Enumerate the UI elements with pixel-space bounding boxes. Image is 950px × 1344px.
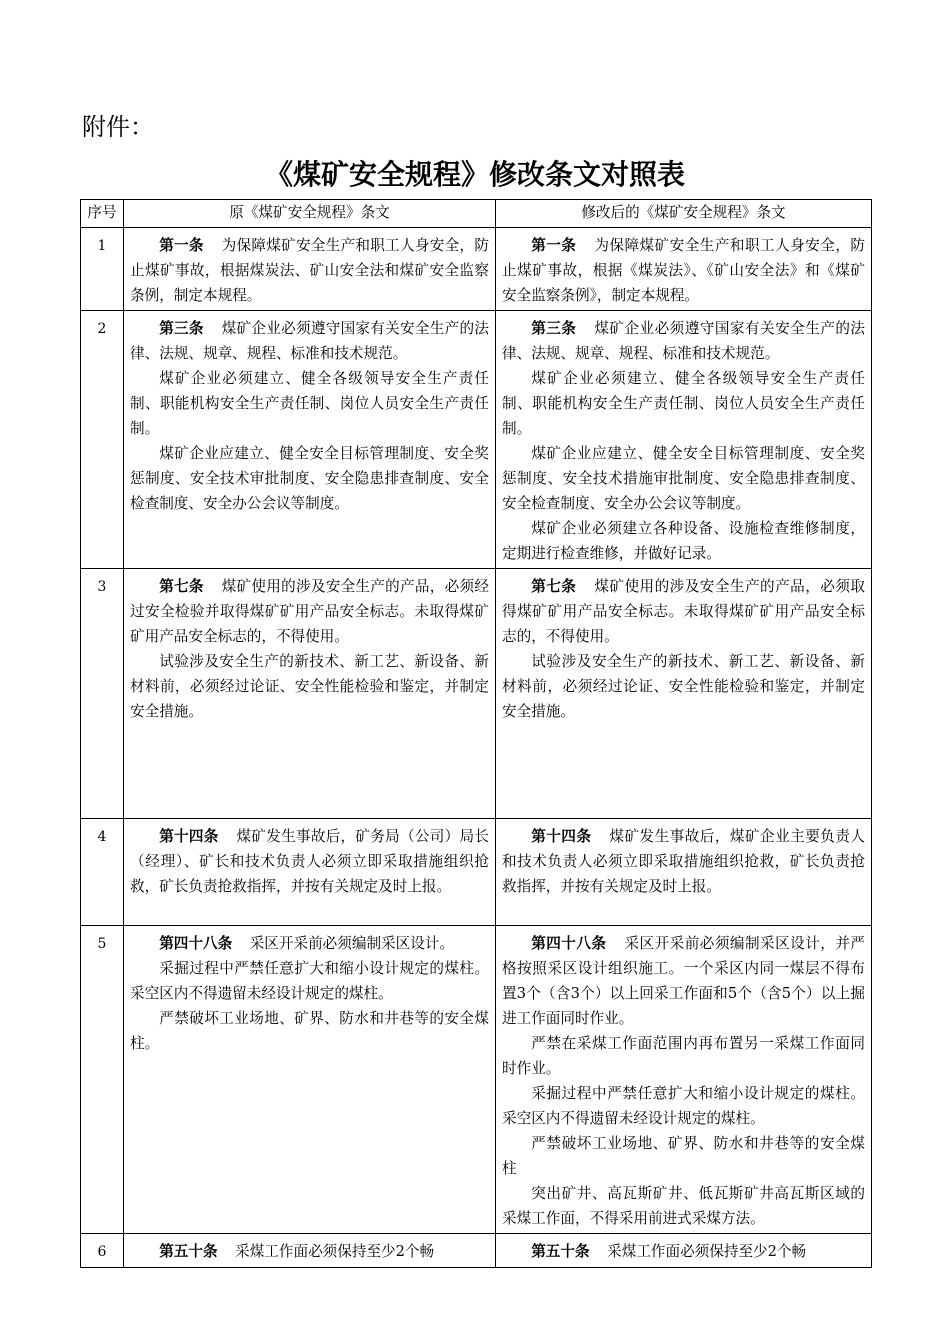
article-number: 第十四条 [531,828,592,845]
clause-text: 煤矿发生事故后，矿务局（公司）局长（经理）、矿长和技术负责人必须立即采取措施组织抢救，矿长负责抢救指挥，并按有关规定及时上报。 [130,828,489,895]
article-number: 第七条 [159,578,204,595]
clause-text: 严禁破坏工业场地、矿界、防水和井巷等的安全煤柱。 [130,1010,489,1052]
table-row [81,228,872,311]
article-number: 第五十条 [159,1243,218,1260]
clause-text: 严禁破坏工业场地、矿界、防水和井巷等的安全煤柱 [502,1135,865,1177]
old-clause-cell [124,311,496,569]
table-row [81,569,872,819]
clause-paragraph [502,1181,865,1231]
clause-paragraph [502,441,865,516]
row-number: 6 [81,1234,124,1268]
table-header-row [81,200,872,228]
clause-paragraph [130,956,489,1006]
new-clause-cell [496,926,872,1234]
clause-paragraph [502,366,865,441]
clause-text: 采煤工作面必须保持至少2个畅 [607,1243,807,1260]
clause-paragraph [130,233,489,308]
article-number: 第十四条 [159,828,219,845]
clause-text: 煤矿使用的涉及安全生产的产品，必须经过安全检验并取得煤矿矿用产品安全标志。未取得煤矿矿用产品安全标志的，不得使用。 [130,578,489,645]
header-new: 修改后的《煤矿安全规程》条文 [496,200,872,228]
clause-text: 煤矿企业应建立、健全安全目标管理制度、安全奖惩制度、安全技术措施审批制度、安全隐患排查制度、安全检查制度、安全办公会议等制度。 [502,445,865,512]
clause-paragraph [130,931,489,956]
clause-paragraph [502,1239,865,1264]
clause-paragraph [502,824,865,899]
new-clause-cell [496,819,872,926]
clause-text: 煤矿企业必须遵守国家有关安全生产的法律、法规、规章、规程、标准和技术规范。 [502,320,865,362]
clause-text: 试验涉及安全生产的新技术、新工艺、新设备、新材料前，必须经过论证、安全性能检验和鉴定，并制定安全措施。 [502,653,865,720]
new-clause-cell [496,1234,872,1268]
clause-text: 煤矿企业必须建立各种设备、设施检查维修制度，定期进行检查维修，并做好记录。 [502,520,865,562]
clause-paragraph [130,1006,489,1056]
old-clause-cell [124,228,496,311]
clause-paragraph [130,824,489,899]
table-row [81,311,872,569]
clause-text: 试验涉及安全生产的新技术、新工艺、新设备、新材料前，必须经过论证、安全性能检验和鉴定，并制定安全措施。 [130,653,489,720]
clause-paragraph [130,441,489,516]
article-number: 第三条 [531,320,577,337]
clause-text: 采掘过程中严禁任意扩大和缩小设计规定的煤柱。采空区内不得遗留未经设计规定的煤柱。 [502,1085,865,1127]
clause-paragraph [130,1239,489,1264]
clause-paragraph [130,366,489,441]
clause-paragraph [502,931,865,1031]
clause-paragraph [502,1031,865,1081]
comparison-table [80,199,872,1268]
clause-text: 为保障煤矿安全生产和职工人身安全，防止煤矿事故，根据煤炭法、矿山安全法和煤矿安全监察条例，制定本规程。 [130,237,489,304]
new-clause-cell [496,228,872,311]
table-row [81,926,872,1234]
article-number: 第七条 [531,578,577,595]
new-clause-cell [496,311,872,569]
document-title: 《煤矿安全规程》修改条文对照表 [264,158,685,191]
clause-text: 煤矿企业应建立、健全安全目标管理制度、安全奖惩制度、安全技术审批制度、安全隐患排查制度、安全检查制度、安全办公会议等制度。 [130,445,489,512]
article-number: 第四十八条 [531,935,607,952]
clause-text: 采掘过程中严禁任意扩大和缩小设计规定的煤柱。采空区内不得遗留未经设计规定的煤柱。 [130,960,489,1002]
clause-text: 煤矿企业必须建立、健全各级领导安全生产责任制、职能机构安全生产责任制、岗位人员安全生产责任制。 [502,370,865,437]
old-clause-cell [124,819,496,926]
clause-text: 煤矿企业必须建立、健全各级领导安全生产责任制、职能机构安全生产责任制、岗位人员安全生产责任制。 [130,370,489,437]
header-old: 原《煤矿安全规程》条文 [124,200,496,228]
attachment-label: 附件： [82,113,154,141]
row-number: 3 [81,569,124,819]
clause-paragraph [130,574,489,649]
article-number: 第三条 [159,320,204,337]
row-number: 4 [81,819,124,926]
clause-text: 煤矿发生事故后，煤矿企业主要负责人和技术负责人必须立即采取措施组织抢救，矿长负责抢救指挥，并按有关规定及时上报。 [502,828,865,895]
table-row [81,1234,872,1268]
clause-paragraph [502,233,865,308]
clause-paragraph [502,316,865,366]
article-number: 第一条 [531,237,577,254]
article-number: 第五十条 [531,1243,590,1260]
clause-text: 采煤工作面必须保持至少2个畅 [235,1243,435,1260]
clause-text: 采区开采前必须编制采区设计，并严格按照采区设计组织施工。一个采区内同一煤层不得布置3个（含3个）以上回采工作面和5个（含5个）以上掘进工作面同时作业。 [502,935,865,1027]
clause-paragraph [502,574,865,649]
old-clause-cell [124,1234,496,1268]
clause-paragraph [502,649,865,724]
old-clause-cell [124,569,496,819]
header-no: 序号 [81,200,124,228]
clause-paragraph [130,649,489,724]
row-number: 5 [81,926,124,1234]
clause-text: 采区开采前必须编制采区设计。 [249,935,455,952]
clause-paragraph [502,516,865,566]
clause-text: 煤矿企业必须遵守国家有关安全生产的法律、法规、规章、规程、标准和技术规范。 [130,320,489,362]
clause-text: 煤矿使用的涉及安全生产的产品，必须取得煤矿矿用产品安全标志。未取得煤矿矿用产品安全标志的，不得使用。 [502,578,865,645]
clause-text: 突出矿井、高瓦斯矿井、低瓦斯矿井高瓦斯区域的采煤工作面，不得采用前进式采煤方法。 [502,1185,865,1227]
clause-text: 严禁在采煤工作面范围内再布置另一采煤工作面同时作业。 [502,1035,865,1077]
clause-paragraph [130,316,489,366]
clause-text: 为保障煤矿安全生产和职工人身安全，防止煤矿事故，根据《煤炭法》、《矿山安全法》和《煤矿安全监察条例》，制定本规程。 [502,237,865,304]
row-number: 1 [81,228,124,311]
article-number: 第四十八条 [159,935,233,952]
clause-paragraph [502,1131,865,1181]
old-clause-cell [124,926,496,1234]
row-number: 2 [81,311,124,569]
article-number: 第一条 [159,237,204,254]
new-clause-cell [496,569,872,819]
clause-paragraph [502,1081,865,1131]
table-row [81,819,872,926]
